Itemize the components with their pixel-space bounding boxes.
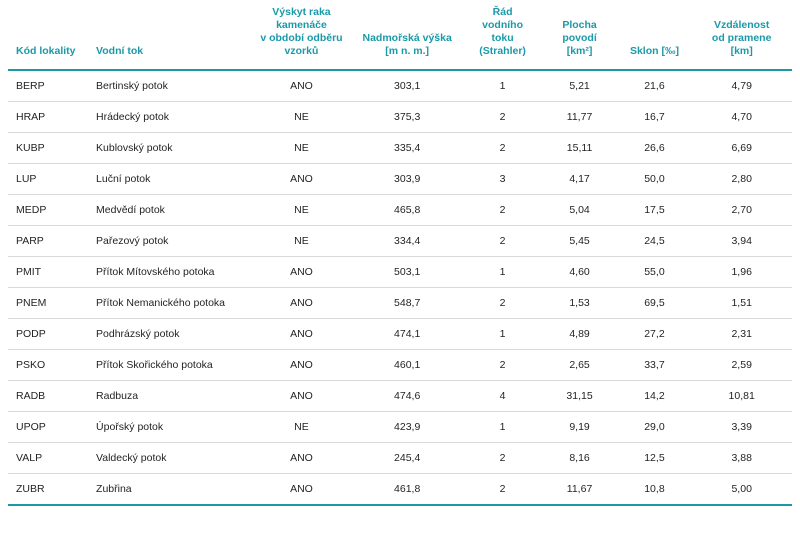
table-row [8, 442, 792, 473]
cell-locality-code: ZUBR [8, 473, 88, 505]
table-cell: 2,70 [691, 194, 792, 225]
column-header-0 [8, 0, 88, 70]
cell-locality-code: PNEM [8, 287, 88, 318]
table-row [8, 163, 792, 194]
table-cell: 1,51 [691, 287, 792, 318]
table-cell: ANO [252, 70, 351, 102]
table-cell: 3 [464, 163, 542, 194]
table-cell: 50,0 [618, 163, 692, 194]
table-cell: 4,70 [691, 101, 792, 132]
cell-locality-code: HRAP [8, 101, 88, 132]
table-cell: 11,67 [542, 473, 618, 505]
table-cell: 69,5 [618, 287, 692, 318]
column-header-line: [m n. m.] [385, 45, 430, 58]
table-cell: 17,5 [618, 194, 692, 225]
table-cell: NE [252, 101, 351, 132]
table-row [8, 411, 792, 442]
table-cell: 2 [464, 287, 542, 318]
table-cell: 55,0 [618, 256, 692, 287]
table-cell: 548,7 [351, 287, 464, 318]
table-cell: 335,4 [351, 132, 464, 163]
column-header-line: Řád [492, 6, 513, 18]
table-row [8, 349, 792, 380]
table-cell: 2 [464, 349, 542, 380]
column-header-line: vodního [482, 19, 523, 32]
table-row [8, 318, 792, 349]
column-header-4 [464, 0, 542, 70]
column-header-3 [351, 0, 464, 70]
column-header-line: vzorků [284, 45, 319, 58]
table-cell: 2,65 [542, 349, 618, 380]
table-cell: 2,31 [691, 318, 792, 349]
table-cell: 2 [464, 442, 542, 473]
table-cell: 1 [464, 70, 542, 102]
table-cell: ANO [252, 349, 351, 380]
table-cell: 14,2 [618, 380, 692, 411]
table-cell: 24,5 [618, 225, 692, 256]
table-cell: 8,16 [542, 442, 618, 473]
cell-watercourse: Podhrázský potok [88, 318, 252, 349]
column-header-5 [542, 0, 618, 70]
table-cell: 1 [464, 318, 542, 349]
table-cell: 21,6 [618, 70, 692, 102]
column-header-2 [252, 0, 351, 70]
table-cell: 3,39 [691, 411, 792, 442]
cell-locality-code: MEDP [8, 194, 88, 225]
cell-watercourse: Přítok Skořického potoka [88, 349, 252, 380]
column-header-line: [km] [730, 45, 753, 58]
cell-watercourse: Přítok Nemanického potoka [88, 287, 252, 318]
table-cell: 4,60 [542, 256, 618, 287]
table-cell: 10,81 [691, 380, 792, 411]
table-cell: 4,79 [691, 70, 792, 102]
table-cell: 2 [464, 194, 542, 225]
table-cell: 461,8 [351, 473, 464, 505]
table-cell: 1,96 [691, 256, 792, 287]
column-header-line: Kód lokality [16, 45, 76, 58]
column-header-line: Výskyt raka [272, 6, 331, 18]
cell-locality-code: RADB [8, 380, 88, 411]
table-cell: 4,89 [542, 318, 618, 349]
table-cell: ANO [252, 442, 351, 473]
table-cell: 2 [464, 225, 542, 256]
cell-watercourse: Hrádecký potok [88, 101, 252, 132]
cell-locality-code: KUBP [8, 132, 88, 163]
table-cell: 2,80 [691, 163, 792, 194]
table-cell: 1 [464, 256, 542, 287]
table-cell: 375,3 [351, 101, 464, 132]
table-cell: NE [252, 194, 351, 225]
table-cell: 2 [464, 101, 542, 132]
table-cell: 4 [464, 380, 542, 411]
cell-locality-code: PODP [8, 318, 88, 349]
cell-locality-code: PMIT [8, 256, 88, 287]
table-cell: ANO [252, 287, 351, 318]
column-header-line: v období odběru [260, 32, 343, 45]
table-body [8, 70, 792, 505]
table-cell: 12,5 [618, 442, 692, 473]
table-cell: 2 [464, 132, 542, 163]
table-cell: ANO [252, 318, 351, 349]
table-cell: 460,1 [351, 349, 464, 380]
table-cell: 5,00 [691, 473, 792, 505]
table-row [8, 287, 792, 318]
table-cell: 1,53 [542, 287, 618, 318]
table-cell: 26,6 [618, 132, 692, 163]
cell-locality-code: UPOP [8, 411, 88, 442]
table-cell: 5,45 [542, 225, 618, 256]
cell-watercourse: Přítok Mítovského potoka [88, 256, 252, 287]
table-header-row [8, 0, 792, 70]
table-cell: 10,8 [618, 473, 692, 505]
table-row [8, 225, 792, 256]
column-header-line: Vodní tok [96, 45, 144, 58]
table-cell: 33,7 [618, 349, 692, 380]
table-cell: NE [252, 132, 351, 163]
table-cell: 5,21 [542, 70, 618, 102]
cell-watercourse: Radbuza [88, 380, 252, 411]
column-header-line: Sklon [‰] [629, 45, 679, 58]
table-cell: 2 [464, 473, 542, 505]
column-header-line: Vzdálenost [713, 19, 770, 32]
table-cell: ANO [252, 256, 351, 287]
table-cell: 16,7 [618, 101, 692, 132]
cell-watercourse: Zubřina [88, 473, 252, 505]
table-row [8, 380, 792, 411]
table-cell: 15,11 [542, 132, 618, 163]
table-cell: 465,8 [351, 194, 464, 225]
column-header-line: od pramene [711, 32, 772, 45]
column-header-line: toku [491, 32, 514, 45]
table-cell: 4,17 [542, 163, 618, 194]
table-cell: NE [252, 225, 351, 256]
table-cell: 474,6 [351, 380, 464, 411]
table-row [8, 70, 792, 102]
table-cell: 5,04 [542, 194, 618, 225]
table-cell: ANO [252, 473, 351, 505]
table-cell: 3,88 [691, 442, 792, 473]
column-header-line: Plocha [562, 19, 597, 32]
cell-watercourse: Medvědí potok [88, 194, 252, 225]
column-header-6 [618, 0, 692, 70]
table-cell: 474,1 [351, 318, 464, 349]
table-row [8, 473, 792, 505]
cell-locality-code: PARP [8, 225, 88, 256]
table-cell: ANO [252, 163, 351, 194]
table-cell: 9,19 [542, 411, 618, 442]
table-cell: 27,2 [618, 318, 692, 349]
column-header-line: povodí [562, 32, 597, 45]
table-cell: 303,9 [351, 163, 464, 194]
cell-locality-code: LUP [8, 163, 88, 194]
table-row [8, 256, 792, 287]
column-header-line: [km²] [566, 45, 593, 58]
table-header [8, 0, 792, 70]
column-header-1 [88, 0, 252, 70]
cell-locality-code: BERP [8, 70, 88, 102]
cell-locality-code: VALP [8, 442, 88, 473]
table-cell: 303,1 [351, 70, 464, 102]
table-row [8, 132, 792, 163]
table-cell: NE [252, 411, 351, 442]
table-cell: 11,77 [542, 101, 618, 132]
column-header-line: Nadmořská výška [362, 32, 452, 45]
cell-watercourse: Kublovský potok [88, 132, 252, 163]
table-cell: 423,9 [351, 411, 464, 442]
table-cell: 334,4 [351, 225, 464, 256]
table-cell: 6,69 [691, 132, 792, 163]
column-header-line: (Strahler) [479, 45, 526, 58]
table-cell: 245,4 [351, 442, 464, 473]
cell-watercourse: Úpořský potok [88, 411, 252, 442]
column-header-line: kamenáče [276, 19, 327, 32]
table-cell: 503,1 [351, 256, 464, 287]
locality-data-table [8, 0, 792, 506]
table-row [8, 101, 792, 132]
cell-locality-code: PSKO [8, 349, 88, 380]
column-header-7 [691, 0, 792, 70]
table-cell: 29,0 [618, 411, 692, 442]
cell-watercourse: Bertinský potok [88, 70, 252, 102]
table-cell: 3,94 [691, 225, 792, 256]
cell-watercourse: Luční potok [88, 163, 252, 194]
table-cell: 2,59 [691, 349, 792, 380]
table-cell: 1 [464, 411, 542, 442]
cell-watercourse: Pařezový potok [88, 225, 252, 256]
table-row [8, 194, 792, 225]
cell-watercourse: Valdecký potok [88, 442, 252, 473]
table-cell: 31,15 [542, 380, 618, 411]
table-cell: ANO [252, 380, 351, 411]
